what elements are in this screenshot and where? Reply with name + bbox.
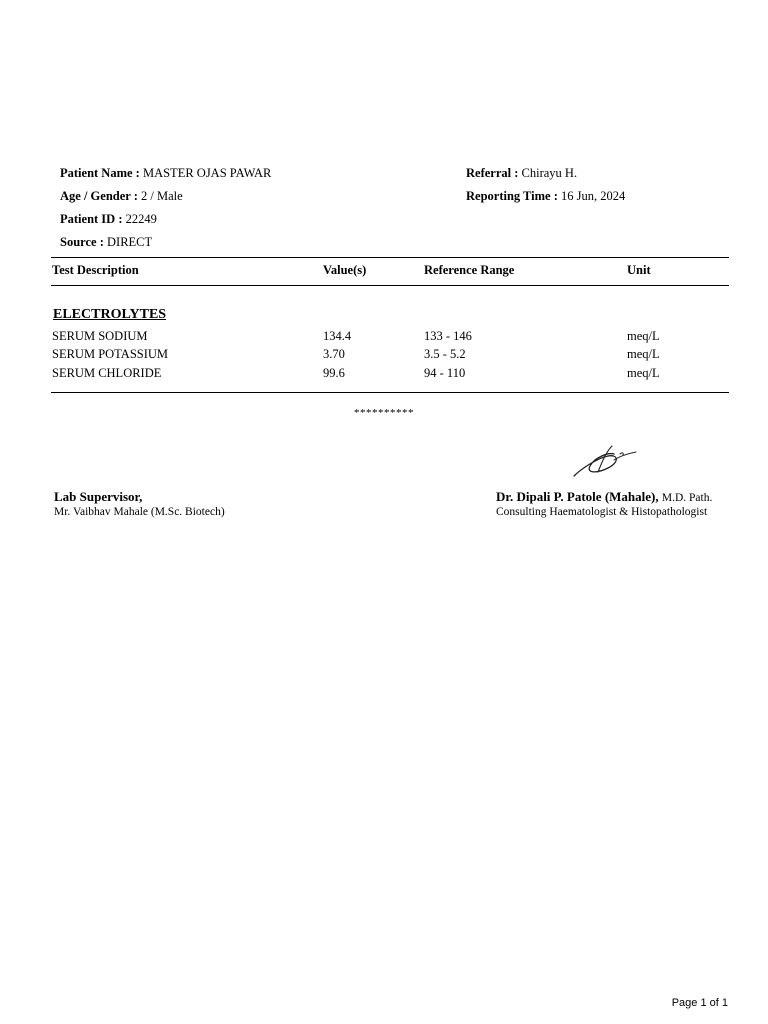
supervisor-title: Lab Supervisor, [54,489,143,504]
header-reference-range: Reference Range [424,263,515,277]
patient-id-label: Patient ID : [60,212,123,226]
lab-supervisor-signature [54,489,225,518]
table-row [0,366,768,384]
test-description: SERUM CHLORIDE [52,366,162,380]
referral-label: Referral : [466,166,519,180]
age-gender-value: 2 / Male [141,189,183,203]
reporting-time-value: 16 Jun, 2024 [561,189,626,203]
test-unit: meq/L [627,329,660,343]
patient-name-value: MASTER OJAS PAWAR [142,166,272,180]
patient-name-label: Patient Name : [60,166,140,180]
header-values: Value(s) [323,263,367,277]
test-value: 3.70 [323,347,345,361]
test-value: 99.6 [323,366,345,380]
referral-value: Chirayu H. [521,166,578,180]
supervisor-name: Mr. Vaibhav Mahale (M.Sc. Biotech) [54,506,225,518]
test-reference-range: 133 - 146 [424,329,472,343]
test-value: 134.4 [323,329,352,343]
header-bottom-rule [51,285,729,286]
doctor-credentials: M.D. Path. [661,492,713,504]
patient-id-row [60,212,157,227]
table-row [0,347,768,365]
patient-name-row [60,166,271,181]
header-top-rule [51,257,729,258]
age-gender-row [60,189,183,204]
table-row [0,329,768,347]
header-unit: Unit [627,263,651,277]
test-description: SERUM SODIUM [52,329,148,343]
test-reference-range: 94 - 110 [424,366,466,380]
test-description: SERUM POTASSIUM [52,347,169,361]
source-value: DIRECT [107,235,153,249]
test-reference-range: 3.5 - 5.2 [424,347,466,361]
referral-row [466,166,577,181]
doctor-role: Consulting Haematologist & Histopathologist [496,506,708,518]
header-test-description: Test Description [52,263,139,277]
section-title-electrolytes: ELECTROLYTES [53,307,167,322]
source-label: Source : [60,235,104,249]
reporting-time-label: Reporting Time : [466,189,558,203]
test-unit: meq/L [627,366,660,380]
patient-id-value: 22249 [125,212,157,226]
signature-icon [568,440,640,482]
end-of-report-marker: ********** [354,407,414,419]
test-unit: meq/L [627,347,660,361]
age-gender-label: Age / Gender : [60,189,138,203]
doctor-signature [496,489,712,518]
page-number: Page 1 of 1 [671,997,728,1009]
doctor-name: Dr. Dipali P. Patole (Mahale), [496,489,659,504]
reporting-time-row [466,189,625,204]
source-row [60,235,152,250]
table-bottom-rule [51,392,729,393]
